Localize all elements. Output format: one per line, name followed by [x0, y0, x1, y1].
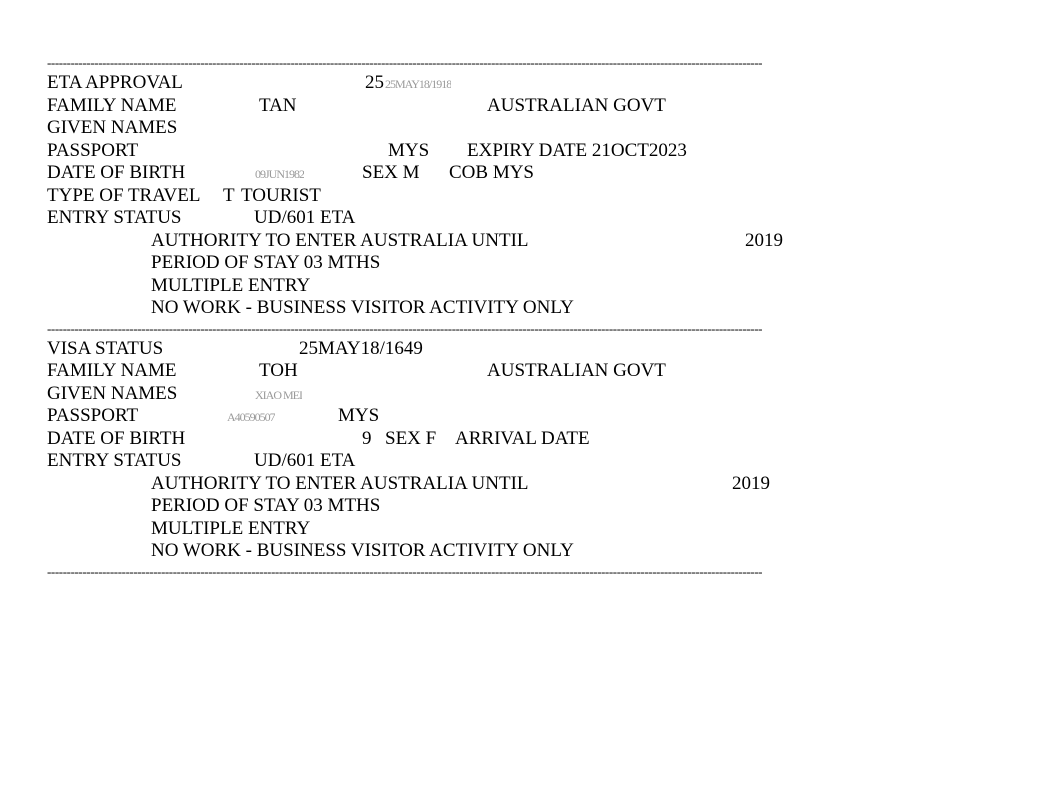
multiple-entry-row — [47, 275, 957, 298]
passport-label: PASSPORT — [47, 139, 139, 161]
work-condition-row — [47, 540, 957, 563]
period-of-stay: PERIOD OF STAY 03 MTHS — [151, 252, 381, 273]
dob-row — [47, 162, 957, 185]
given-names-row — [47, 117, 957, 140]
expiry-date: EXPIRY DATE 21OCT2023 — [467, 139, 687, 161]
issuer-label: AUSTRALIAN GOVT — [487, 360, 666, 381]
authority-row — [47, 230, 957, 253]
authority-year: 2019 — [745, 229, 783, 251]
country-of-birth: COB MYS — [449, 162, 534, 183]
issuer-label: AUSTRALIAN GOVT — [487, 94, 666, 116]
dob-label: DATE OF BIRTH — [47, 427, 186, 449]
multiple-entry: MULTIPLE ENTRY — [151, 274, 311, 296]
multiple-entry-row — [47, 518, 957, 541]
family-name-value: TAN — [259, 94, 297, 116]
authority-text: AUTHORITY TO ENTER AUSTRALIA UNTIL — [151, 229, 529, 251]
header-label: ETA APPROVAL — [47, 72, 183, 93]
given-names-value-partial: XIAO MEI — [255, 389, 302, 401]
given-names-label: GIVEN NAMES — [47, 117, 178, 138]
work-condition-row — [47, 297, 957, 320]
family-name-label: FAMILY NAME — [47, 94, 177, 116]
period-of-stay: PERIOD OF STAY 03 MTHS — [151, 495, 381, 516]
entry-status-label: ENTRY STATUS — [47, 450, 182, 471]
record-eta-approval — [47, 72, 957, 320]
dob-row — [47, 428, 957, 451]
travel-type-label: TYPE OF TRAVEL — [47, 184, 201, 206]
family-name-label: FAMILY NAME — [47, 360, 177, 381]
header-label: VISA STATUS — [47, 337, 164, 359]
passport-country: MYS — [338, 405, 380, 426]
sex-value: SEX F — [385, 427, 437, 449]
separator-line: -------------------------------------------------------------------------------------------------------------------------------------------------------------------------------------- — [47, 563, 763, 579]
header-value: 25MAY18/1649 — [299, 337, 423, 359]
record-header — [47, 72, 957, 95]
passport-row — [47, 140, 957, 163]
family-name-row — [47, 95, 957, 118]
work-condition: NO WORK - BUSINESS VISITOR ACTIVITY ONLY — [151, 540, 574, 561]
period-of-stay-row — [47, 252, 957, 275]
header-value: 25 — [365, 72, 384, 93]
multiple-entry: MULTIPLE ENTRY — [151, 517, 311, 539]
sex-value: SEX M — [362, 162, 420, 183]
travel-type-row — [47, 185, 957, 208]
travel-type-value: TOURIST — [241, 184, 321, 206]
authority-year: 2019 — [732, 472, 770, 494]
family-name-value: TOH — [259, 360, 298, 381]
entry-status-value: UD/601 ETA — [254, 450, 356, 471]
period-of-stay-row — [47, 495, 957, 518]
separator-line: -------------------------------------------------------------------------------------------------------------------------------------------------------------------------------------- — [47, 55, 763, 70]
entry-status-value: UD/601 ETA — [254, 207, 356, 228]
given-names-label: GIVEN NAMES — [47, 382, 178, 404]
record-visa-status — [47, 338, 957, 563]
separator-line: -------------------------------------------------------------------------------------------------------------------------------------------------------------------------------------- — [47, 320, 763, 336]
entry-status-row — [47, 450, 957, 473]
entry-status-row — [47, 207, 957, 230]
authority-row — [47, 473, 957, 496]
dob-value: 9 — [362, 427, 372, 449]
eta-document — [47, 54, 957, 581]
family-name-row — [47, 360, 957, 383]
arrival-date-label: ARRIVAL DATE — [455, 427, 590, 449]
passport-value-partial: A40590507 — [227, 412, 275, 423]
header-value-partial: 25MAY18/1918 — [385, 79, 452, 90]
passport-row — [47, 405, 957, 428]
travel-type-code: T — [223, 184, 235, 206]
work-condition: NO WORK - BUSINESS VISITOR ACTIVITY ONLY — [151, 297, 574, 318]
entry-status-label: ENTRY STATUS — [47, 207, 182, 228]
given-names-row — [47, 383, 957, 406]
record-header — [47, 338, 957, 361]
passport-country: MYS — [388, 139, 430, 161]
dob-label: DATE OF BIRTH — [47, 162, 186, 183]
dob-value-partial: 09JUN1982 — [255, 169, 305, 180]
passport-label: PASSPORT — [47, 405, 139, 426]
authority-text: AUTHORITY TO ENTER AUSTRALIA UNTIL — [151, 472, 529, 494]
